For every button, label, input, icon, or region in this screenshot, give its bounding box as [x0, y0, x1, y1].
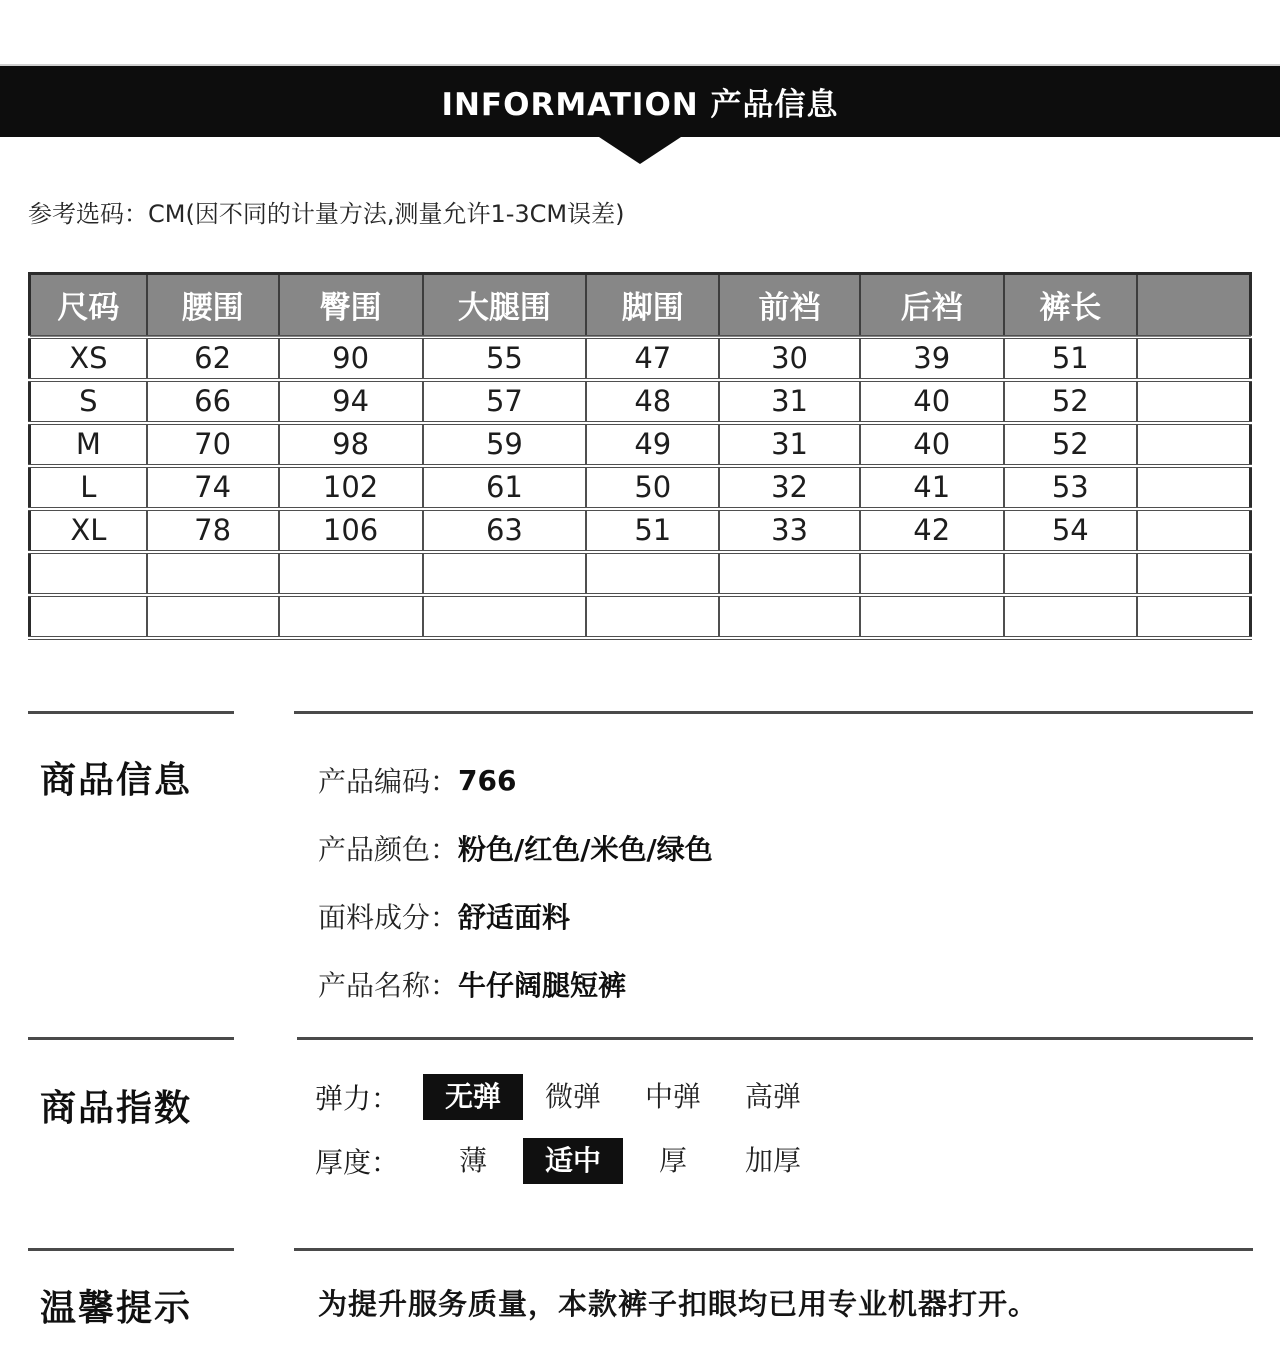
- table-cell: 55: [423, 337, 587, 380]
- table-row: [30, 423, 1251, 466]
- table-cell: 61: [423, 466, 587, 509]
- table-cell: 31: [719, 423, 859, 466]
- table-cell: [1004, 595, 1137, 638]
- table-cell: 66: [147, 380, 279, 423]
- table-cell: 90: [279, 337, 423, 380]
- table-cell: [1137, 466, 1251, 509]
- table-cell: 106: [279, 509, 423, 552]
- index-option: 微弹: [544, 1080, 601, 1113]
- table-cell: [1137, 595, 1251, 638]
- index-option: 加厚: [744, 1144, 801, 1177]
- index-option-selected: 无弹: [423, 1074, 523, 1120]
- table-cell: 40: [860, 423, 1004, 466]
- size-table: [28, 272, 1252, 640]
- info-field-row: [318, 964, 713, 1004]
- table-cell: [423, 552, 587, 595]
- table-cell: [860, 595, 1004, 638]
- field-value: 粉色/红色/米色/绿色: [458, 833, 713, 866]
- table-cell: [1137, 380, 1251, 423]
- info-field-row: [318, 896, 713, 936]
- table-row: [30, 337, 1251, 380]
- section-divider-left: [28, 1248, 234, 1251]
- banner-title: INFORMATION 产品信息: [441, 87, 839, 123]
- table-cell: [147, 595, 279, 638]
- table-cell: 48: [586, 380, 719, 423]
- table-cell: 31: [719, 380, 859, 423]
- table-cell: 63: [423, 509, 587, 552]
- index-option: 高弹: [744, 1080, 801, 1113]
- table-cell: 41: [860, 466, 1004, 509]
- index-option: 中弹: [644, 1080, 701, 1113]
- table-cell: [279, 552, 423, 595]
- section-divider-left: [28, 1037, 234, 1040]
- product-info-title: 商品信息: [40, 760, 193, 801]
- table-cell: XS: [30, 337, 147, 380]
- table-cell: [1137, 423, 1251, 466]
- index-option: 厚: [658, 1144, 687, 1177]
- warm-tip-title: 温馨提示: [40, 1288, 193, 1329]
- table-cell: M: [30, 423, 147, 466]
- table-cell: 54: [1004, 509, 1137, 552]
- field-label: 产品名称：: [318, 969, 459, 1002]
- size-note: 参考选码：CM(因不同的计量方法,测量允许1-3CM误差): [28, 200, 625, 228]
- table-row: [30, 595, 1251, 638]
- column-header: 裤长: [1004, 274, 1137, 337]
- column-header: 尺码: [30, 274, 147, 337]
- info-banner: [0, 66, 1280, 137]
- section-divider-left: [28, 711, 234, 714]
- table-cell: [30, 595, 147, 638]
- size-table-header-row: [30, 274, 1251, 337]
- table-cell: [423, 595, 587, 638]
- info-field-row: [318, 760, 713, 800]
- product-index-rows: [315, 1072, 823, 1200]
- field-value: 牛仔阔腿短裤: [458, 969, 627, 1002]
- table-cell: 74: [147, 466, 279, 509]
- table-cell: [279, 595, 423, 638]
- info-field-row: [318, 828, 713, 868]
- table-cell: 40: [860, 380, 1004, 423]
- table-cell: 33: [719, 509, 859, 552]
- section-divider-right: [294, 711, 1253, 714]
- column-header: 腰围: [147, 274, 279, 337]
- table-cell: 49: [586, 423, 719, 466]
- table-cell: [147, 552, 279, 595]
- section-divider-right: [294, 1248, 1253, 1251]
- table-row: [30, 466, 1251, 509]
- warm-tip-text: 为提升服务质量，本款裤子扣眼均已用专业机器打开。: [318, 1287, 1039, 1321]
- table-cell: 98: [279, 423, 423, 466]
- table-cell: 57: [423, 380, 587, 423]
- table-cell: 39: [860, 337, 1004, 380]
- table-cell: 50: [586, 466, 719, 509]
- table-cell: 47: [586, 337, 719, 380]
- table-cell: 52: [1004, 423, 1137, 466]
- table-cell: [1004, 552, 1137, 595]
- index-option-selected: 适中: [523, 1138, 623, 1184]
- field-value: 舒适面料: [458, 901, 571, 934]
- field-value: 766: [458, 763, 517, 797]
- field-label: 产品编码：: [318, 765, 459, 798]
- table-cell: [586, 595, 719, 638]
- section-divider-right: [297, 1037, 1253, 1040]
- table-cell: 53: [1004, 466, 1137, 509]
- table-row: [30, 552, 1251, 595]
- table-cell: [860, 552, 1004, 595]
- table-row: [30, 380, 1251, 423]
- table-cell: 78: [147, 509, 279, 552]
- table-cell: 51: [1004, 337, 1137, 380]
- table-cell: 52: [1004, 380, 1137, 423]
- table-cell: 30: [719, 337, 859, 380]
- table-cell: 51: [586, 509, 719, 552]
- product-info-fields: [318, 760, 713, 1032]
- table-cell: [719, 595, 859, 638]
- index-label: 厚度：: [315, 1146, 400, 1179]
- table-cell: S: [30, 380, 147, 423]
- table-cell: 102: [279, 466, 423, 509]
- table-cell: 94: [279, 380, 423, 423]
- banner-notch-triangle: [599, 137, 681, 164]
- table-cell: 42: [860, 509, 1004, 552]
- table-cell: [1137, 509, 1251, 552]
- column-header: 大腿围: [423, 274, 587, 337]
- field-label: 面料成分：: [318, 901, 459, 934]
- column-header: 前裆: [719, 274, 859, 337]
- table-cell: [30, 552, 147, 595]
- table-cell: [719, 552, 859, 595]
- size-table-body: [30, 337, 1251, 638]
- product-index-title: 商品指数: [40, 1088, 193, 1129]
- table-row: [30, 509, 1251, 552]
- column-header: [1137, 274, 1251, 337]
- table-cell: [1137, 337, 1251, 380]
- table-cell: 62: [147, 337, 279, 380]
- table-cell: 32: [719, 466, 859, 509]
- column-header: 臀围: [279, 274, 423, 337]
- table-cell: [586, 552, 719, 595]
- table-cell: L: [30, 466, 147, 509]
- field-label: 产品颜色：: [318, 833, 459, 866]
- column-header: 脚围: [586, 274, 719, 337]
- index-option: 薄: [458, 1144, 487, 1177]
- index-row: [315, 1136, 823, 1186]
- index-label: 弹力：: [315, 1082, 400, 1115]
- table-cell: 59: [423, 423, 587, 466]
- index-row: [315, 1072, 823, 1122]
- table-cell: [1137, 552, 1251, 595]
- column-header: 后裆: [860, 274, 1004, 337]
- table-cell: 70: [147, 423, 279, 466]
- table-cell: XL: [30, 509, 147, 552]
